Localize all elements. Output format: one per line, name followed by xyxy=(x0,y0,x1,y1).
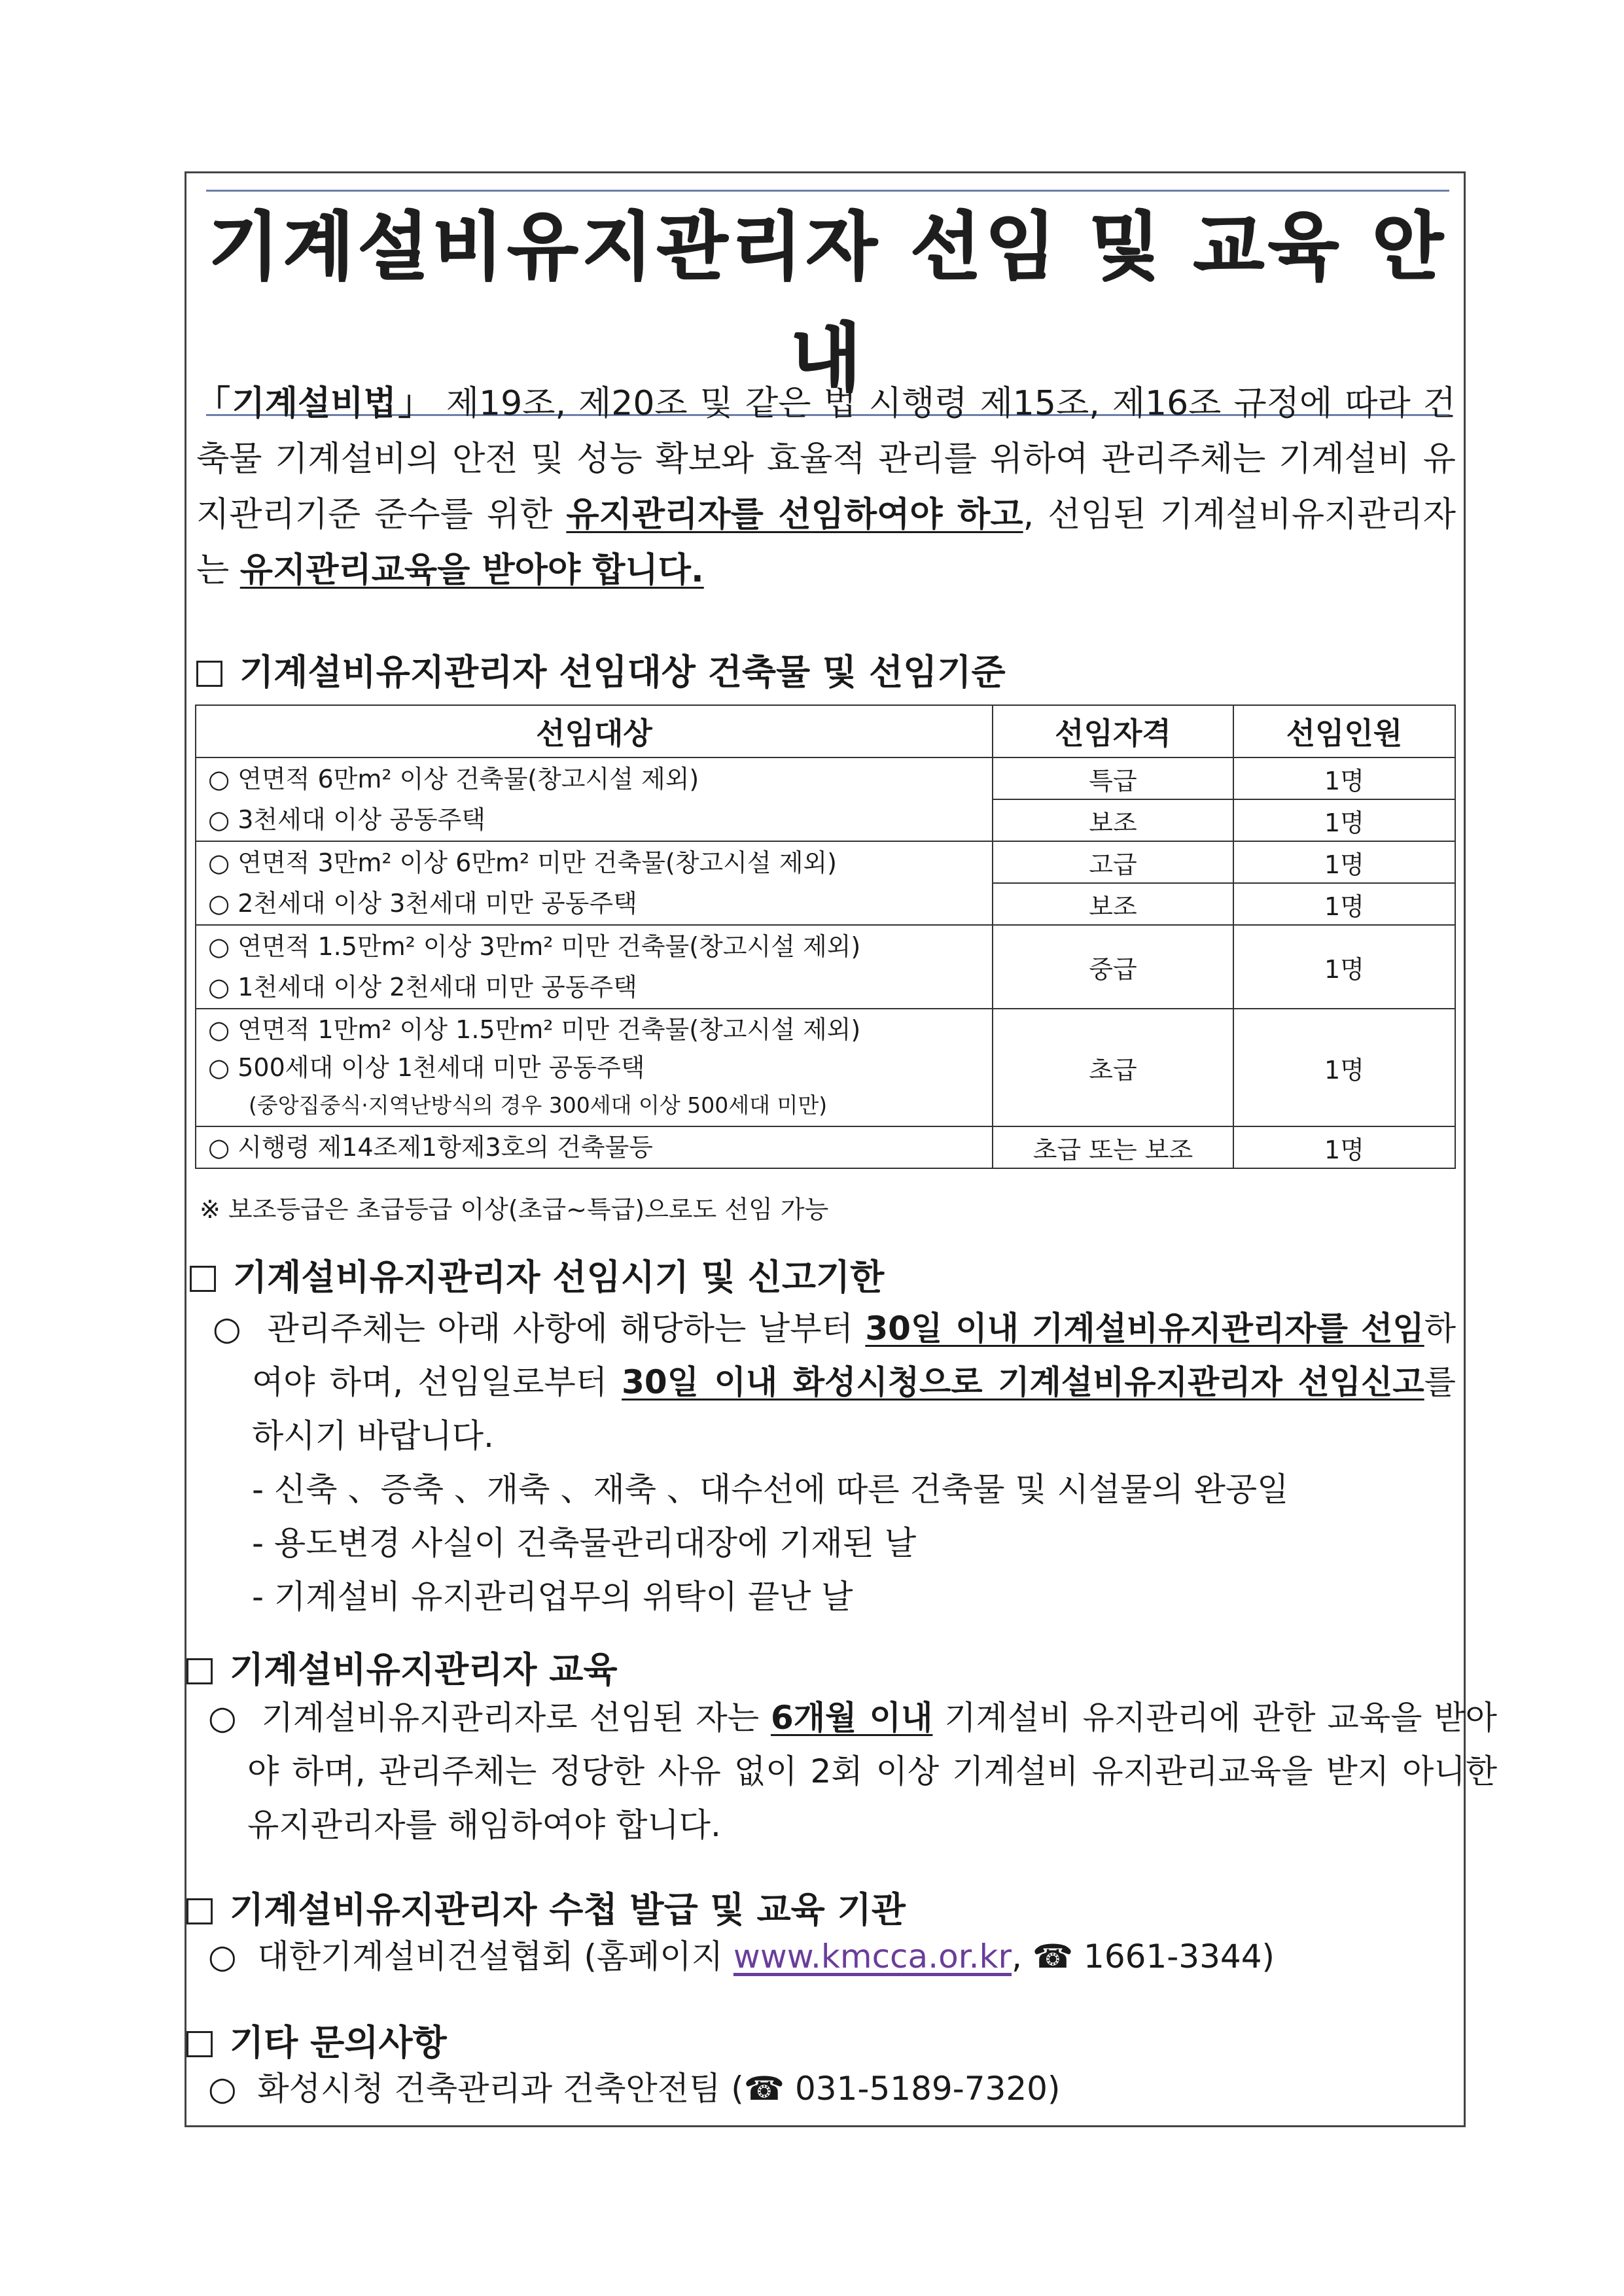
section-heading-timing xyxy=(190,1249,884,1300)
checkbox-square-icon xyxy=(186,1898,213,1924)
target-cell: ○ 시행령 제14조제1항제3호의 건축물등 xyxy=(196,1126,993,1168)
checkbox-square-icon xyxy=(196,661,222,687)
count-cell: 1명 xyxy=(1233,1009,1455,1126)
section-heading-issuer xyxy=(186,1882,906,1932)
qualification-cell: 특급 xyxy=(993,757,1233,799)
target-line: ○ 연면적 6만m² 이상 건축물(창고시설 제외) xyxy=(208,765,699,793)
table-row xyxy=(196,757,1455,799)
section-heading-contact xyxy=(186,2015,447,2065)
count-cell: 1명 xyxy=(1233,799,1455,841)
intro-emphasis-2: 유지관리교육을 받아야 합니다. xyxy=(239,551,704,590)
table-row xyxy=(196,1009,1455,1126)
issuer-line: ○ 대한기계설비건설협회 (홈페이지 www.kmcca.or.kr, ☎ 1661-3344) xyxy=(208,1938,1275,1975)
contact-text: 화성시청 건축관리과 건축안전팀 (☎ 031-5189-7320) xyxy=(257,2070,1061,2108)
table-row xyxy=(196,841,1455,883)
timing-text-c: 를 하시기 바랍니다. xyxy=(252,1363,1456,1455)
timing-item: - 기계설비 유지관리업무의 위탁이 끝난 날 xyxy=(252,1578,853,1616)
issuer-org: 대한기계설비건설협회 (홈페이지 xyxy=(257,1938,733,1975)
count-cell: 1명 xyxy=(1233,757,1455,799)
education-paragraph: ○ 기계설비유지관리자로 선임된 자는 6개월 이내 기계설비 유지관리에 관한 교육을 받아야 하며, 관리주체는 정당한 사유 없이 2회 이상 기계설비 유지관리교육을 받지 아니한 유지관리자를 해임하여야 합니다. xyxy=(208,1699,1497,1844)
intro-emphasis-1: 유지관리자를 선임하여야 하고 xyxy=(566,495,1023,534)
timing-main: ○ 관리주체는 아래 사항에 해당하는 날부터 30일 이내 기계설비유지관리자를 선임하여야 하며, 선임일로부터 30일 이내 화성시청으로 기계설비유지관리자 선임신고를 하시기 바랍니다. xyxy=(213,1310,1456,1455)
checkbox-square-icon xyxy=(190,1266,216,1292)
contact-line: ○ 화성시청 건축관리과 건축안전팀 (☎ 031-5189-7320) xyxy=(208,2070,1061,2108)
qualification-cell: 보조 xyxy=(993,799,1233,841)
timing-text-a: 관리주체는 아래 사항에 해당하는 날부터 xyxy=(267,1310,866,1348)
criteria-table xyxy=(195,704,1456,1169)
law-name: 「기계설비법」 xyxy=(196,384,434,423)
intro-text-2: , 선임된 기계설비유지관리자는 xyxy=(196,495,1456,590)
target-cell xyxy=(196,841,993,925)
education-text-a: 기계설비유지관리자로 선임된 자는 xyxy=(261,1699,771,1737)
section-title: 기계설비유지관리자 교육 xyxy=(230,1649,618,1690)
qualification-cell: 초급 또는 보조 xyxy=(993,1126,1233,1168)
target-line: ○ 500세대 이상 1천세대 미만 공동주택 xyxy=(208,1053,645,1082)
education-text-b: 기계설비 유지관리에 관한 교육을 받아야 하며, 관리주체는 정당한 사유 없이 2회 이상 기계설비 유지관리교육을 받지 아니한 유지관리자를 해임하여야 합니다. xyxy=(247,1699,1497,1844)
section-heading-criteria xyxy=(196,644,1006,695)
section-title: 기타 문의사항 xyxy=(230,2022,447,2063)
table-row xyxy=(196,925,1455,1009)
header-count: 선임인원 xyxy=(1233,705,1455,757)
intro-text-1: 제19조, 제20조 및 같은 법 시행령 제15조, 제16조 규정에 따라 건축물 기계설비의 안전 및 성능 확보와 효율적 관리를 위하여 관리주체는 기계설비 유지관리기준 준수를 위한 xyxy=(196,384,1456,534)
header-qualification: 선임자격 xyxy=(993,705,1233,757)
target-line: ○ 연면적 1만m² 이상 1.5만m² 미만 건축물(창고시설 제외) xyxy=(208,1015,861,1044)
count-cell: 1명 xyxy=(1233,841,1455,883)
section-title: 기계설비유지관리자 선임시기 및 신고기한 xyxy=(233,1257,885,1298)
timing-item: - 신축 、증축 、개축 、재축 、대수선에 따른 건축물 및 시설물의 완공일 xyxy=(252,1470,1289,1508)
table-header-row xyxy=(196,705,1455,757)
timing-text-b: 하여야 하며, 선임일로부터 xyxy=(252,1310,1456,1401)
qualification-cell: 초급 xyxy=(993,1009,1233,1126)
target-line: ○ 1천세대 이상 2천세대 미만 공동주택 xyxy=(208,973,637,1001)
qualification-cell: 고급 xyxy=(993,841,1233,883)
header-target: 선임대상 xyxy=(196,705,993,757)
checkbox-square-icon xyxy=(186,2031,213,2057)
timing-emphasis-2: 30일 이내 화성시청으로 기계설비유지관리자 선임신고 xyxy=(622,1363,1424,1401)
count-cell: 1명 xyxy=(1233,1126,1455,1168)
section-title: 기계설비유지관리자 선임대상 건축물 및 선임기준 xyxy=(239,652,1006,693)
count-cell: 1명 xyxy=(1233,883,1455,925)
table-row xyxy=(196,1126,1455,1168)
section-heading-education xyxy=(186,1642,618,1692)
education-emphasis: 6개월 이내 xyxy=(770,1699,933,1737)
issuer-phone: , ☎ 1661-3344) xyxy=(1012,1938,1275,1975)
section-title: 기계설비유지관리자 수첩 발급 및 교육 기관 xyxy=(230,1889,906,1930)
target-line: ○ 2천세대 이상 3천세대 미만 공동주택 xyxy=(208,889,637,918)
intro-paragraph xyxy=(196,376,1456,599)
target-line: ○ 연면적 1.5만m² 이상 3만m² 미만 건축물(창고시설 제외) xyxy=(208,932,861,961)
target-line: ○ 연면적 3만m² 이상 6만m² 미만 건축물(창고시설 제외) xyxy=(208,848,837,877)
page-title: 기계설비유지관리자 선임 및 교육 안내 xyxy=(208,205,1447,401)
timing-paragraph xyxy=(213,1302,1456,1624)
target-cell xyxy=(196,925,993,1009)
target-cell xyxy=(196,1009,993,1126)
target-cell xyxy=(196,757,993,841)
target-subnote: (중앙집중식·지역난방식의 경우 300세대 이상 500세대 미만) xyxy=(249,1092,828,1118)
timing-emphasis-1: 30일 이내 기계설비유지관리자를 선임 xyxy=(865,1310,1424,1348)
qualification-cell: 중급 xyxy=(993,925,1233,1009)
timing-item: - 용도변경 사실이 건축물관리대장에 기재된 날 xyxy=(252,1524,917,1562)
count-cell: 1명 xyxy=(1233,925,1455,1009)
target-line: ○ 3천세대 이상 공동주택 xyxy=(208,805,485,834)
issuer-website-link[interactable]: www.kmcca.or.kr xyxy=(733,1938,1012,1975)
qualification-cell: 보조 xyxy=(993,883,1233,925)
checkbox-square-icon xyxy=(186,1658,213,1684)
table-footnote: ※ 보조등급은 초급등급 이상(초급~특급)으로도 선임 가능 xyxy=(200,1195,829,1224)
